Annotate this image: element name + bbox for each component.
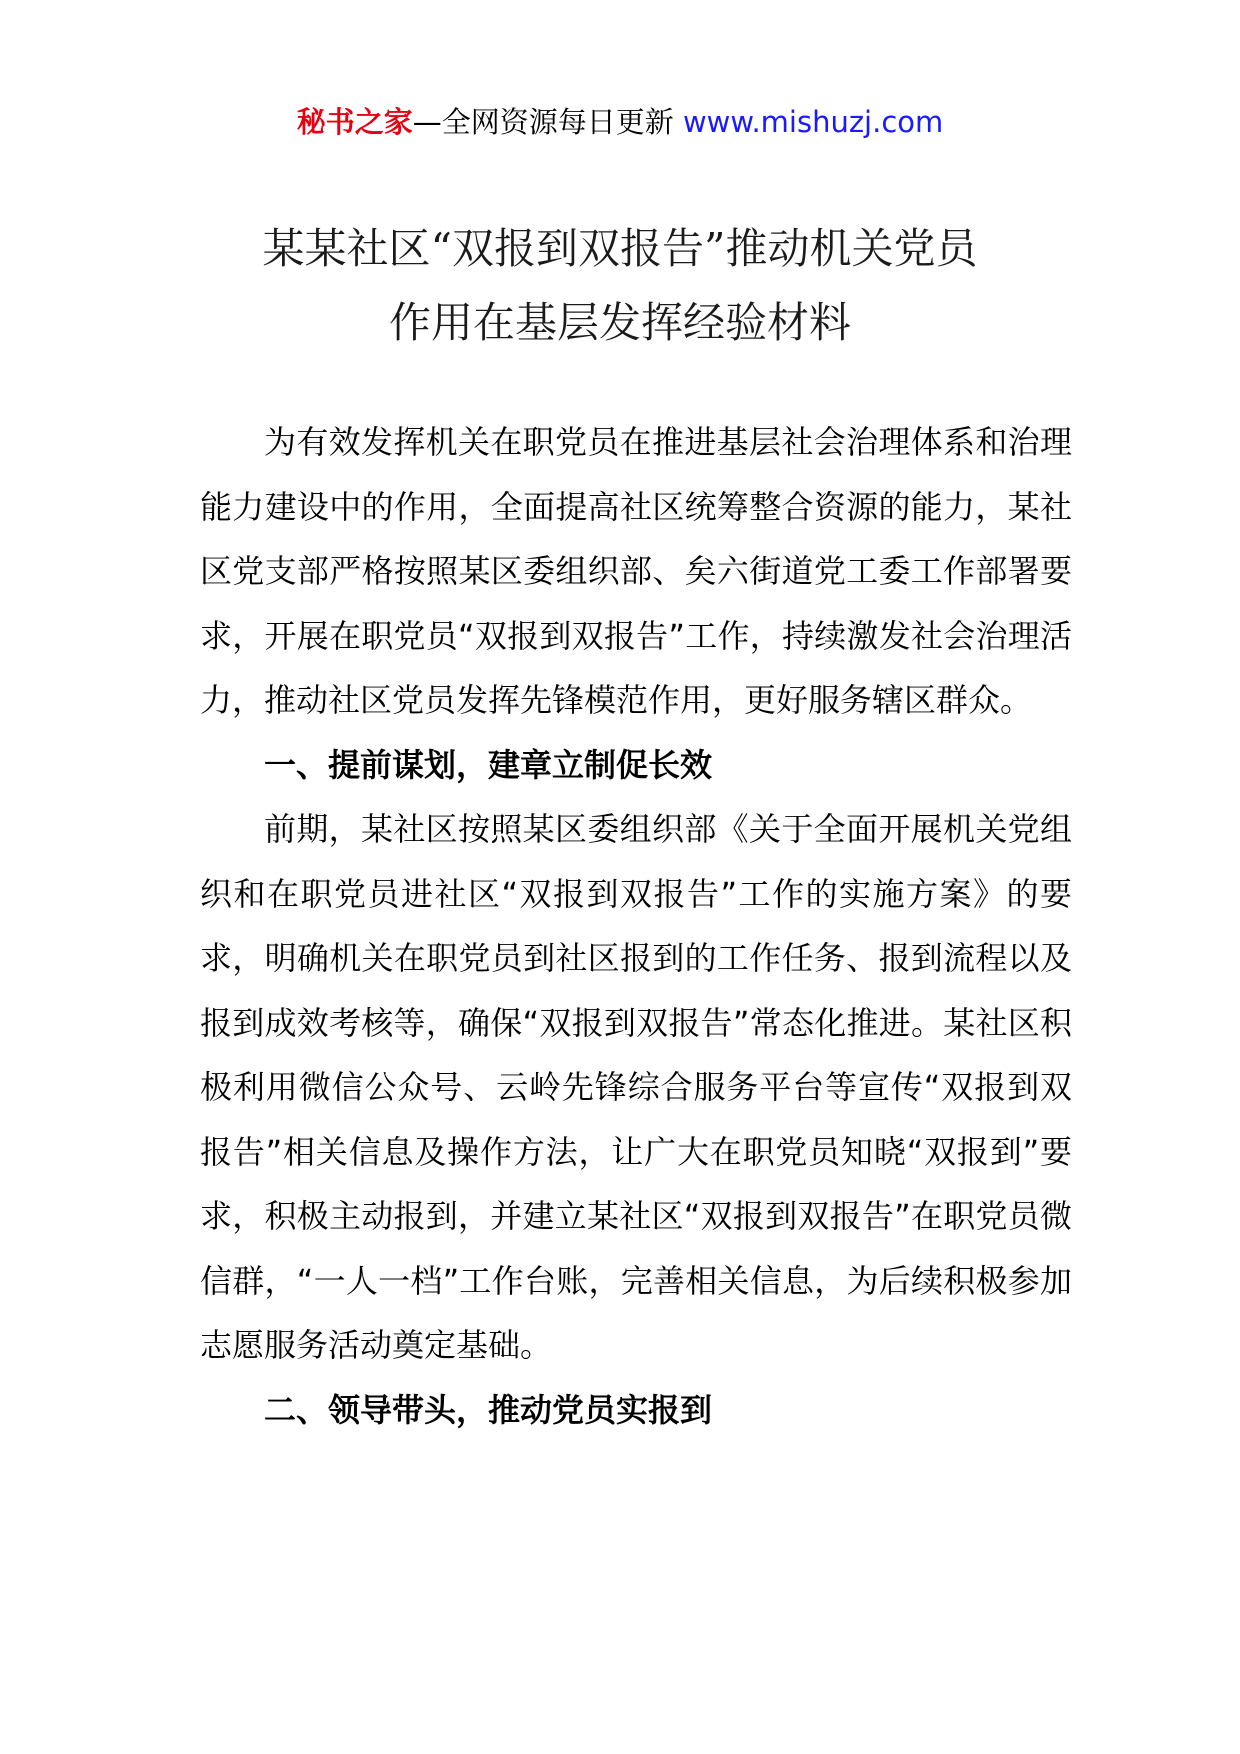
brand-name: 秘书之家 [296,105,413,139]
document-body [200,410,1072,1442]
section-heading-1: 一、提前谋划，建章立制促长效 [264,745,713,784]
site-url-link[interactable]: www.mishuzj.com [682,105,944,139]
header-tagline: —全网资源每日更新 [412,105,674,139]
document-title [0,212,1240,360]
site-header [0,100,1240,144]
title-line-2: 作用在基层发挥经验材料 [388,298,851,347]
section-1-paragraph: 前期，某社区按照某区委组织部《关于全面开展机关党组织和在职党员进社区“双报到双报告”工作的实施方案》的要求，明确机关在职党员到社区报到的工作任务、报到流程以及报到成效考核等，确保“双报到双报告”常态化推进。某社区积极利用微信公众号、云岭先锋综合服务平台等宣传“双报到双报告”相关信息及操作方法，让广大在职党员知晓“双报到”要求，积极主动报到，并建立某社区“双报到双报告”在职党员微信群，“一人一档”工作台账，完善相关信息，为后续积极参加志愿服务活动奠定基础。 [200,810,1072,1364]
section-heading-2: 二、领导带头，推动党员实报到 [264,1390,713,1429]
intro-paragraph: 为有效发挥机关在职党员在推进基层社会治理体系和治理能力建设中的作用，全面提高社区统筹整合资源的能力，某社区党支部严格按照某区委组织部、矣六街道党工委工作部署要求，开展在职党员“双报到双报告”工作，持续激发社会治理活力，推动社区党员发挥先锋模范作用，更好服务辖区群众。 [200,423,1072,719]
title-line-1: 某某社区“双报到双报告”推动机关党员 [262,224,978,273]
